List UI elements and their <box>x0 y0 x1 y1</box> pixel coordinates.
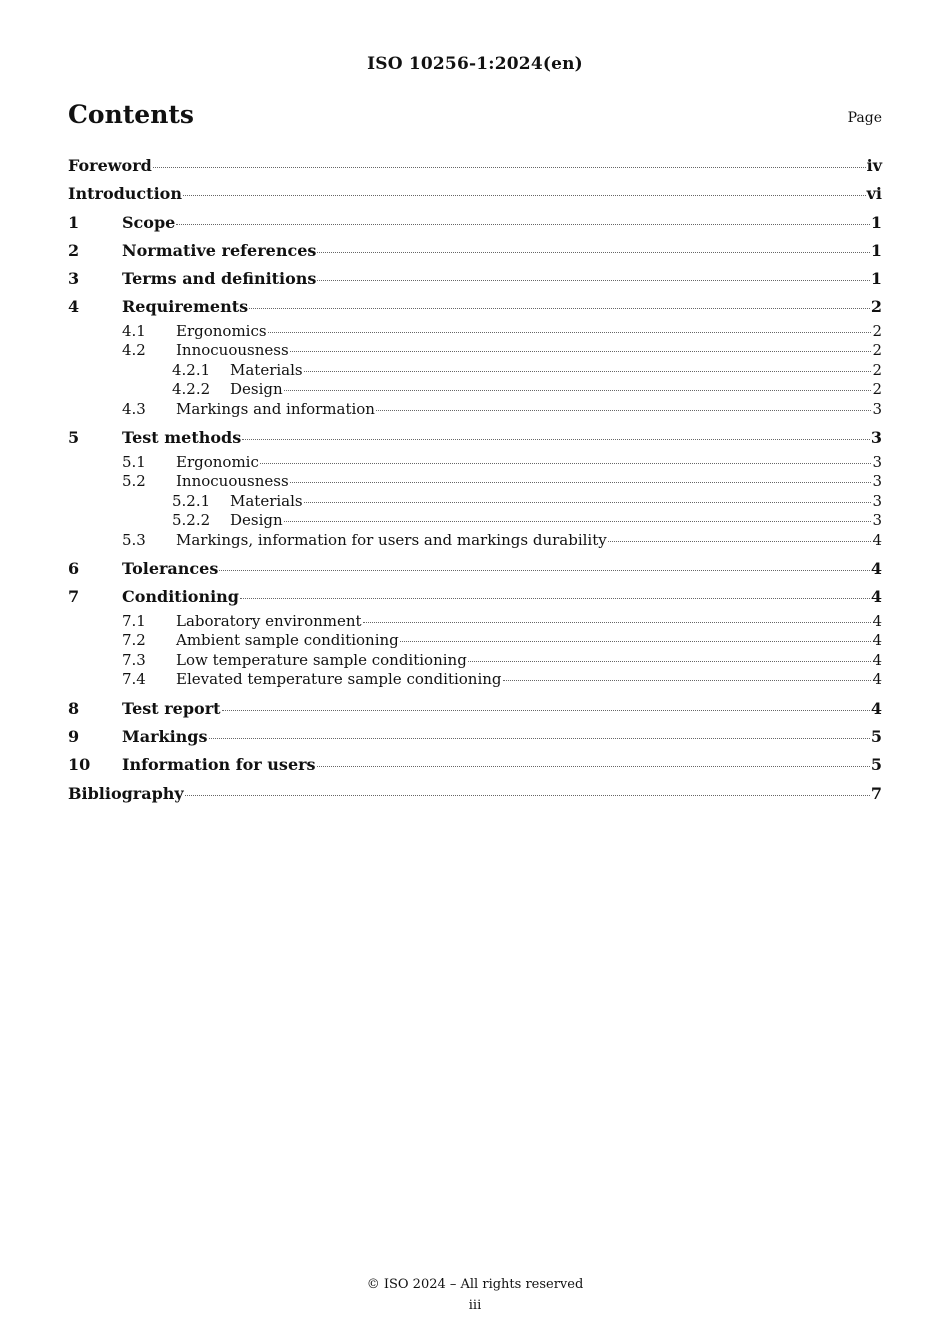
dot-leader <box>240 598 870 599</box>
toc-entry[interactable] <box>68 237 882 265</box>
toc-entry-title: Test report <box>122 698 221 718</box>
dot-leader <box>304 502 872 503</box>
dot-leader <box>317 766 870 767</box>
dot-leader <box>284 390 872 391</box>
toc-entry[interactable] <box>68 152 882 180</box>
toc-entry-number: 7.3 <box>122 650 146 669</box>
dot-leader <box>290 351 872 352</box>
dot-leader <box>317 280 869 281</box>
toc-entry-title: Introduction <box>68 184 182 204</box>
dot-leader <box>222 710 870 711</box>
toc-entry-number: 5.2 <box>122 472 146 491</box>
toc-entry[interactable] <box>68 380 882 400</box>
dot-leader <box>503 680 872 681</box>
toc-entry[interactable] <box>68 453 882 473</box>
toc-entry-number: 3 <box>68 269 80 289</box>
toc-entry-page: 4 <box>870 587 882 607</box>
table-of-contents <box>68 152 882 808</box>
toc-entry-page: 4 <box>872 670 882 689</box>
toc-entry-number: 7.1 <box>122 611 146 630</box>
dot-leader <box>317 252 869 253</box>
toc-entry-number: 4 <box>68 297 80 317</box>
toc-entry[interactable] <box>68 180 882 208</box>
toc-entry[interactable] <box>68 612 882 632</box>
toc-entry-number: 5.2.1 <box>172 491 211 510</box>
toc-entry-page: iv <box>866 156 882 175</box>
dot-leader <box>363 622 872 623</box>
toc-entry[interactable] <box>68 651 882 671</box>
toc-entry-title: Innocuousness <box>176 341 289 360</box>
toc-entry-number: 7.2 <box>122 631 146 650</box>
toc-entry[interactable] <box>68 555 882 583</box>
dot-leader <box>176 224 870 225</box>
toc-entry-page: 4 <box>872 631 882 650</box>
toc-entry-number: 5.1 <box>122 452 146 471</box>
document-id-header: ISO 10256-1:2024(en) <box>367 54 583 74</box>
toc-entry-page: 2 <box>872 321 882 340</box>
toc-entry-page: 5 <box>870 726 882 746</box>
dot-leader <box>209 738 870 739</box>
dot-leader <box>219 570 870 571</box>
toc-entry-page: 3 <box>872 472 882 491</box>
toc-entry-title: Terms and definitions <box>122 269 317 289</box>
toc-entry-number: 5 <box>68 428 80 448</box>
toc-entry-title: Normative references <box>122 240 317 260</box>
toc-entry-number: 6 <box>68 559 80 579</box>
copyright-notice: © ISO 2024 – All rights reserved <box>366 1277 584 1292</box>
toc-entry-title: Materials <box>230 491 303 510</box>
toc-entry-title: Laboratory environment <box>176 611 362 630</box>
dot-leader <box>468 661 872 662</box>
toc-entry-page: 2 <box>872 341 882 360</box>
toc-entry[interactable] <box>68 492 882 512</box>
toc-entry[interactable] <box>68 424 882 452</box>
toc-entry-title: Materials <box>230 360 303 379</box>
page-column-label: Page <box>847 110 882 126</box>
toc-entry-title: Ergonomics <box>176 321 267 340</box>
page-title: Contents <box>68 100 195 129</box>
toc-entry-page: 3 <box>872 491 882 510</box>
toc-entry-page: 7 <box>870 783 882 803</box>
toc-entry-title: Low temperature sample conditioning <box>176 650 467 669</box>
toc-entry-page: 3 <box>870 428 882 448</box>
toc-entry-number: 5.2.2 <box>172 511 211 530</box>
dot-leader <box>268 332 872 333</box>
toc-entry[interactable] <box>68 400 882 420</box>
toc-entry-page: 4 <box>870 559 882 579</box>
toc-entry-number: 4.3 <box>122 399 146 418</box>
toc-entry-number: 4.2 <box>122 341 146 360</box>
toc-entry-page: 2 <box>872 380 882 399</box>
toc-entry[interactable] <box>68 751 882 779</box>
toc-entry-page: 5 <box>870 755 882 775</box>
toc-entry-number: 1 <box>68 212 80 232</box>
dot-leader <box>304 371 872 372</box>
dot-leader <box>260 463 872 464</box>
toc-entry-page: 4 <box>872 530 882 549</box>
dot-leader <box>183 195 866 196</box>
toc-entry-number: 2 <box>68 240 80 260</box>
dot-leader <box>249 308 870 309</box>
toc-entry-title: Ergonomic <box>176 452 259 471</box>
toc-entry-title: Tolerances <box>122 559 219 579</box>
toc-entry[interactable] <box>68 531 882 551</box>
toc-entry[interactable] <box>68 511 882 531</box>
toc-entry-number: 8 <box>68 698 80 718</box>
toc-entry[interactable] <box>68 670 882 690</box>
toc-entry-number: 7 <box>68 587 80 607</box>
toc-entry-page: 3 <box>872 399 882 418</box>
toc-entry-number: 9 <box>68 726 80 746</box>
toc-entry[interactable] <box>68 361 882 381</box>
toc-entry-title: Test methods <box>122 428 242 448</box>
toc-entry-page: 1 <box>870 240 882 260</box>
toc-entry-number: 4.2.2 <box>172 380 211 399</box>
dot-leader <box>608 541 872 542</box>
toc-entry[interactable] <box>68 780 882 808</box>
toc-entry-page: vi <box>866 184 882 204</box>
dot-leader <box>153 167 866 168</box>
toc-entry-page: 4 <box>872 650 882 669</box>
toc-entry-number: 4.1 <box>122 321 146 340</box>
toc-entry-number: 7.4 <box>122 670 146 689</box>
toc-entry-page: 2 <box>870 297 882 317</box>
toc-entry-title: Conditioning <box>122 587 239 607</box>
toc-entry[interactable] <box>68 265 882 293</box>
toc-entry[interactable] <box>68 209 882 237</box>
toc-entry-title: Design <box>230 511 283 530</box>
toc-entry-title: Markings <box>122 726 208 746</box>
toc-entry-title: Requirements <box>122 297 249 317</box>
toc-entry[interactable] <box>68 293 882 321</box>
toc-entry[interactable] <box>68 472 882 492</box>
toc-entry-title: Scope <box>122 212 176 232</box>
toc-entry[interactable] <box>68 583 882 611</box>
toc-entry-page: 3 <box>872 452 882 471</box>
toc-entry-title: Design <box>230 380 283 399</box>
dot-leader <box>290 482 872 483</box>
toc-entry-title: Information for users <box>122 755 316 775</box>
toc-entry-number: 5.3 <box>122 530 146 549</box>
toc-entry-title: Elevated temperature sample conditioning <box>176 670 502 689</box>
dot-leader <box>376 410 871 411</box>
dot-leader <box>284 521 872 522</box>
toc-entry-number: 4.2.1 <box>172 360 211 379</box>
dot-leader <box>242 439 870 440</box>
toc-entry[interactable] <box>68 322 882 342</box>
toc-entry-page: 1 <box>870 269 882 289</box>
dot-leader <box>400 641 872 642</box>
toc-entry-page: 4 <box>872 611 882 630</box>
toc-entry[interactable] <box>68 723 882 751</box>
toc-entry-page: 4 <box>870 698 882 718</box>
toc-entry[interactable] <box>68 341 882 361</box>
toc-entry-title: Bibliography <box>68 783 184 803</box>
toc-entry-page: 3 <box>872 511 882 530</box>
toc-entry[interactable] <box>68 695 882 723</box>
toc-entry-number: 10 <box>68 755 91 775</box>
page-number: iii <box>468 1298 482 1313</box>
toc-entry-title: Foreword <box>68 156 152 175</box>
toc-entry-title: Innocuousness <box>176 472 289 491</box>
toc-entry-page: 1 <box>870 212 882 232</box>
toc-entry-title: Markings, information for users and markings durability <box>176 530 607 549</box>
toc-entry-page: 2 <box>872 360 882 379</box>
dot-leader <box>185 795 870 796</box>
toc-entry-title: Markings and information <box>176 399 375 418</box>
toc-entry-title: Ambient sample conditioning <box>176 631 399 650</box>
toc-entry[interactable] <box>68 631 882 651</box>
